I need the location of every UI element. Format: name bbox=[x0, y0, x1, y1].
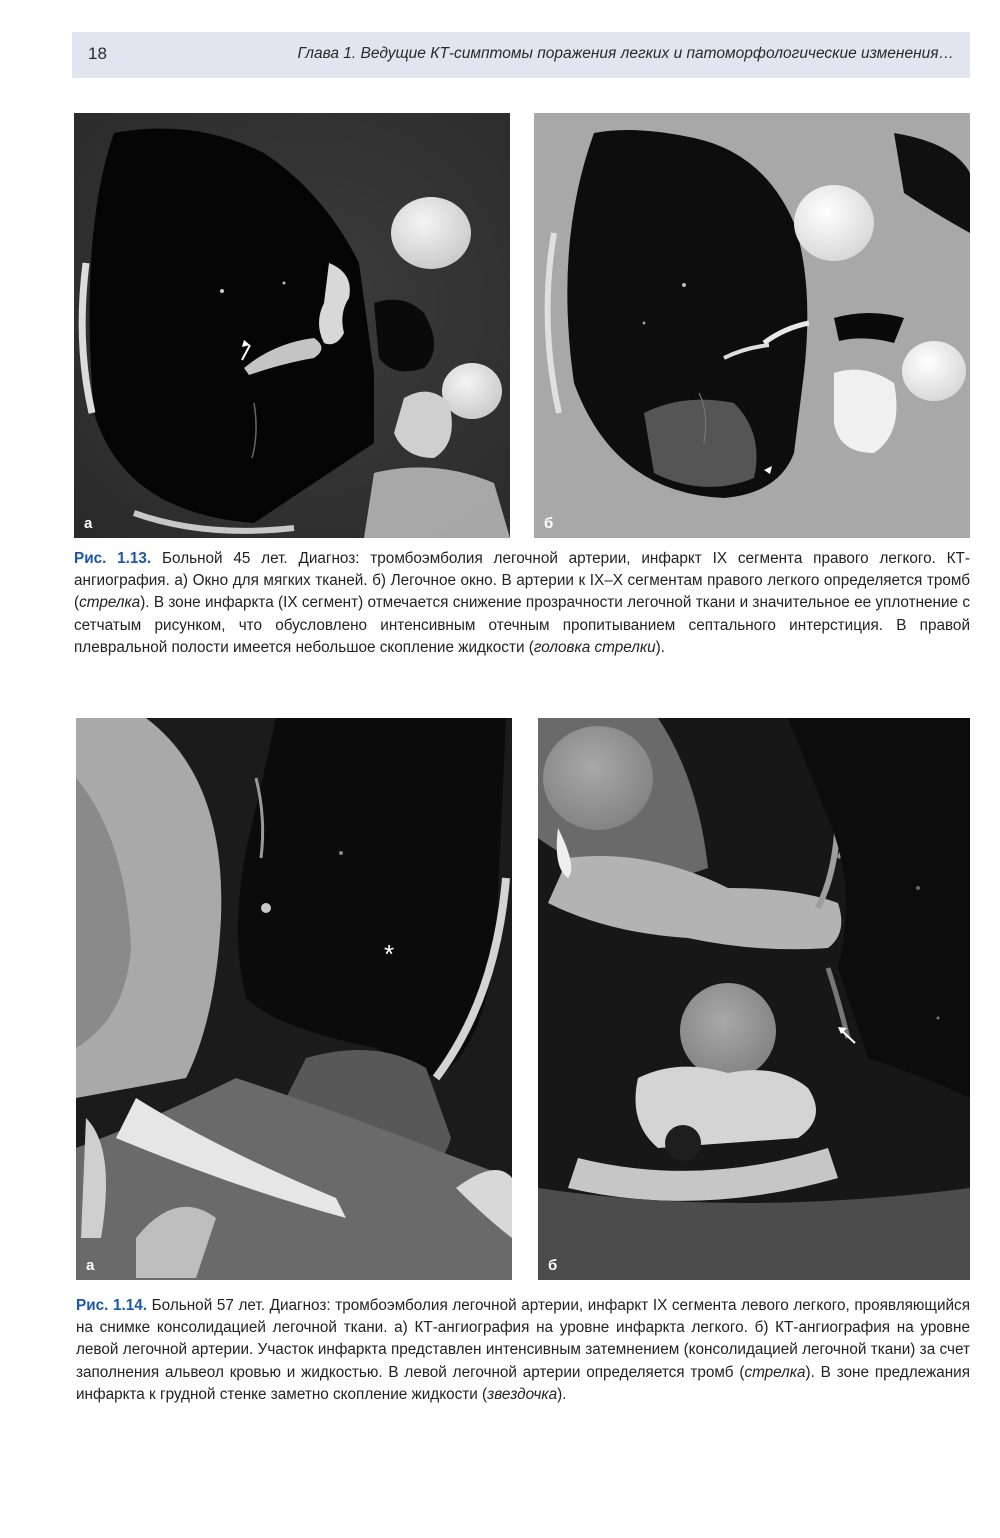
figure-number: Рис. 1.14. bbox=[76, 1297, 148, 1314]
caption-italic: стрелка bbox=[79, 594, 141, 612]
caption-text: ). В зоне инфаркта (IX сегмент) отмечается снижение прозрачности легочной ткани и значительное ее уплотнение с сетчатым рисунком, что обусловлено интенсивным отечным пропитыванием септального интерстиция. В правой плевральной полости имеется небольшое скопление жидкости ( bbox=[74, 594, 970, 656]
caption-italic: головка стрелки bbox=[533, 638, 656, 656]
ct-image-1-13a bbox=[74, 113, 510, 538]
panel-label: б bbox=[548, 1257, 558, 1274]
panel-label: а bbox=[86, 1257, 95, 1274]
figure-caption-1-13 bbox=[74, 548, 970, 659]
caption-text: ). bbox=[557, 1385, 567, 1403]
ct-scan-lung-window bbox=[534, 113, 970, 538]
caption-text: Больной 45 лет. Диагноз: тромбоэмболия легочной артерии, инфаркт IX сегмента правого легкого. КТ-ангиография. а) Окно для мягких тканей. б) Легочное окно. В артерии к IX–X сегментам правого легкого определяется тромб ( bbox=[74, 550, 970, 612]
ct-image-1-14b bbox=[538, 718, 970, 1280]
caption-text: ). bbox=[655, 638, 665, 656]
ct-scan-infarct-level bbox=[76, 718, 512, 1280]
ct-image-1-13b bbox=[534, 113, 970, 538]
ct-scan-pulmonary-artery-level bbox=[538, 718, 970, 1280]
ct-image-1-14a bbox=[76, 718, 512, 1280]
caption-italic: стрелка bbox=[744, 1363, 806, 1381]
ct-scan-soft-tissue-window bbox=[74, 113, 510, 538]
panel-label: б bbox=[544, 515, 554, 532]
running-head: Глава 1. Ведущие КТ-симптомы поражения легких и патоморфологические изменения… bbox=[297, 45, 954, 62]
figure-number: Рис. 1.13. bbox=[74, 550, 152, 567]
asterisk-marker: * bbox=[384, 939, 395, 969]
page-number: 18 bbox=[88, 44, 107, 63]
caption-italic: звездочка bbox=[487, 1385, 558, 1403]
figure-caption-1-14 bbox=[76, 1295, 970, 1406]
running-header bbox=[72, 32, 970, 78]
caption-text: Больной 57 лет. Диагноз: тромбоэмболия легочной артерии, инфаркт IX сегмента левого легкого, проявляющийся на снимке консолидацией легочной ткани. а) КТ-ангиография на уровне инфаркта легкого. б) КТ-ангиография на уровне левой легочной артерии. Участок инфаркта представлен интенсивным затемнением (консолидацией легочной ткани) за счет заполнения альвеол кровью и жидкостью. В левой легочной артерии определяется тромб ( bbox=[76, 1297, 970, 1381]
caption-text: ). В зоне предлежания инфаркта к грудной стенке заметно скопление жидкости ( bbox=[76, 1363, 970, 1403]
panel-label: а bbox=[84, 515, 93, 532]
